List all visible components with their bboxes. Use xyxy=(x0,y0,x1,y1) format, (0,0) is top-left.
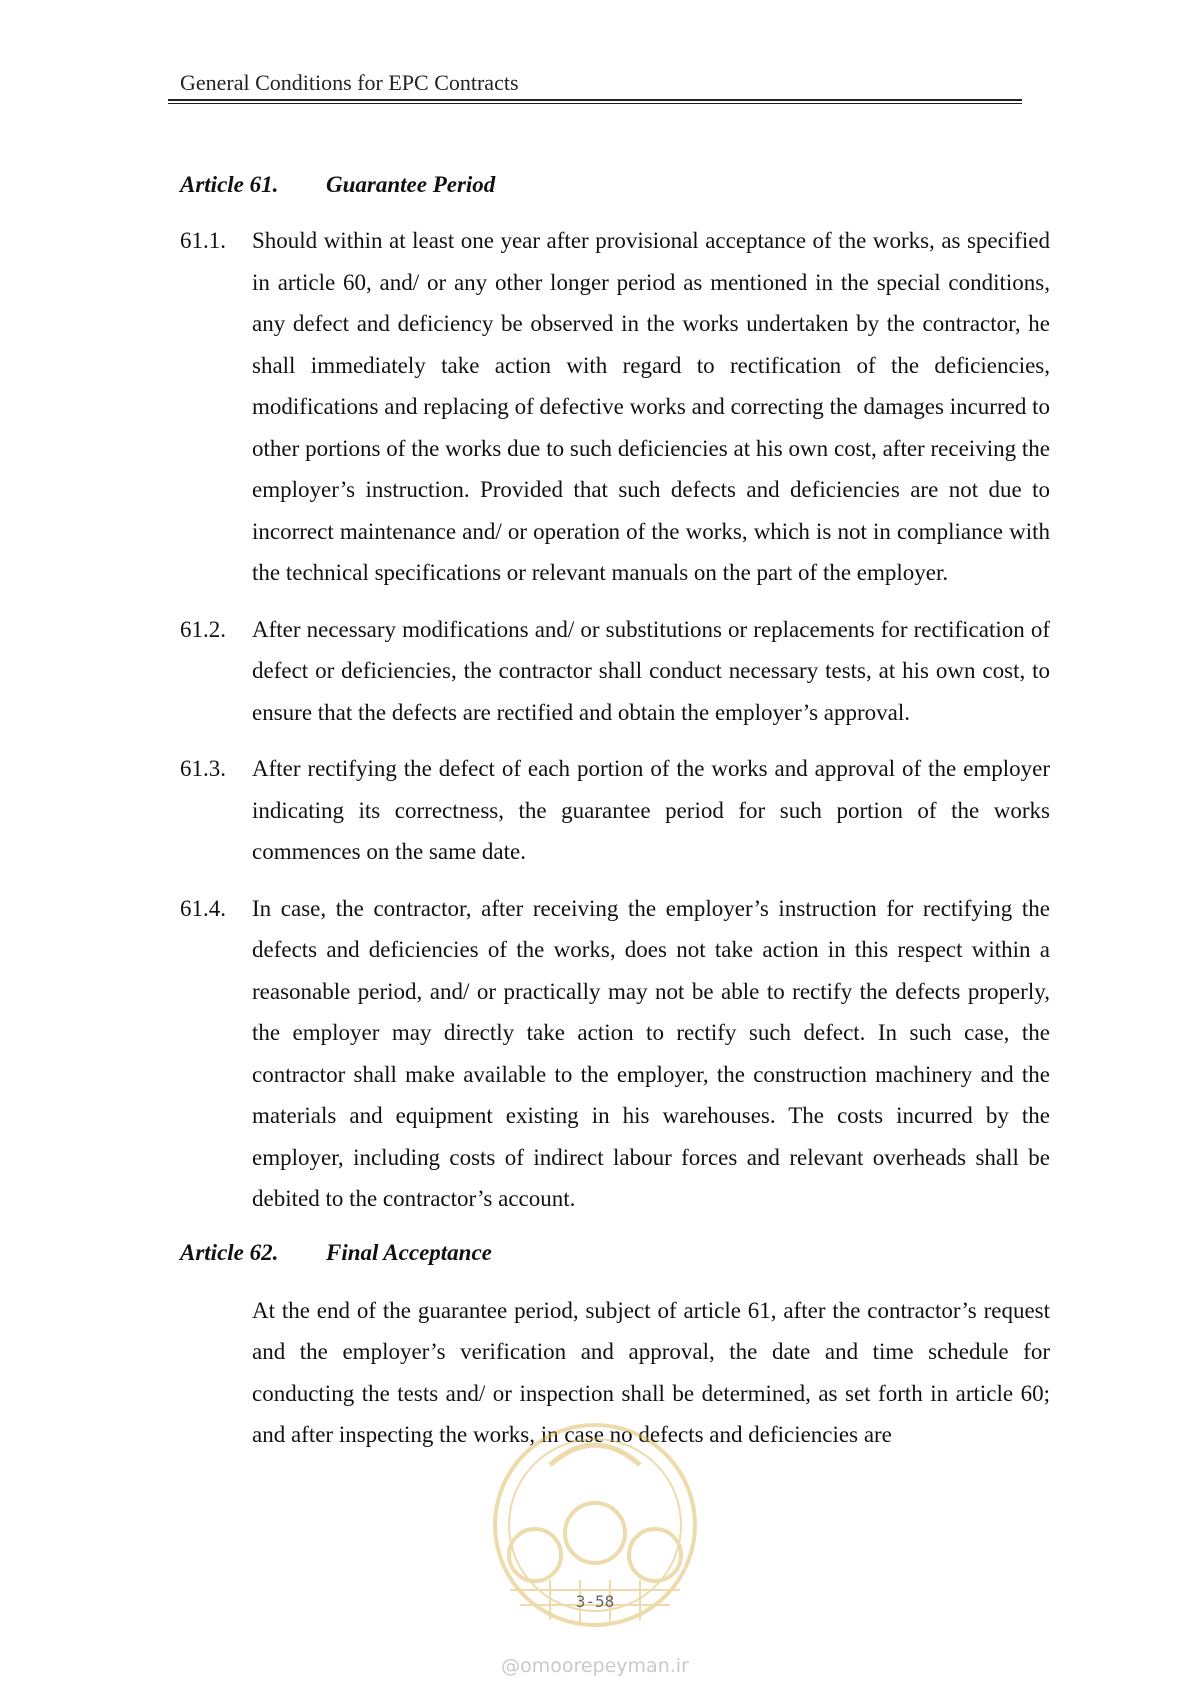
clause-number: 61.3. xyxy=(180,756,226,781)
paragraph-text: At the end of the guarantee period, subject of article 61, after the contractor’s request and the employer’s verification and approval, the date and time schedule for conducting the tests and/ or inspection shall be determined, as set forth in article 60; and after inspecting the works, in case no defects and deficiencies are xyxy=(252,1297,1050,1447)
article-number: Article 61. xyxy=(180,172,279,197)
watermark-text: @omoorepeyman.ir xyxy=(501,1655,689,1677)
clause-number: 61.2. xyxy=(180,616,226,642)
clause-61-2 xyxy=(180,609,1050,734)
header-rule-thin xyxy=(168,103,1022,104)
clause-text: In case, the contractor, after receiving the employer’s instruction for rectifying the defects and deficiencies of the works, does not take action in this respect within a reasonable period, and/ or practically may not be able to rectify the defects properly, the employer may directly take action to rectify such defect. In such case, the contractor shall make available to the employer, the construction machinery and the materials and equipment existing in his warehouses. The costs incurred by the employer, including costs of indirect labour forces and relevant overheads shall be debited to the contractor’s account. xyxy=(252,895,1050,1211)
header-rule xyxy=(168,99,1022,101)
article-number: Article 62. xyxy=(180,1239,279,1265)
document-title: General Conditions for EPC Contracts xyxy=(180,70,519,95)
article-62-heading xyxy=(180,1238,1050,1268)
article-61-heading xyxy=(180,170,1050,200)
article-title: Guarantee Period xyxy=(326,172,496,197)
clause-61-1 xyxy=(180,220,1050,594)
clause-number: 61.1. xyxy=(180,228,226,253)
clause-text: After necessary modifications and/ or substitutions or replacements for rectification of defect or deficiencies, the contractor shall conduct necessary tests, at his own cost, to ensure that the defects are rectified and obtain the employer’s approval. xyxy=(252,616,1050,725)
clause-61-4 xyxy=(180,888,1050,1220)
article-title: Final Acceptance xyxy=(326,1239,492,1265)
clause-61-3 xyxy=(180,748,1050,873)
page-number: 3-58 xyxy=(575,1592,615,1611)
page-body xyxy=(180,170,1050,1456)
clause-text: Should within at least one year after provisional acceptance of the works, as specified in article 60, and/ or any other longer period as mentioned in the special conditions, any defect and deficiency be observed in the works undertaken by the contractor, he shall immediately take action with regard to rectification of the deficiencies, modifications and replacing of defective works and correcting the damages incurred to other portions of the works due to such deficiencies at his own cost, after receiving the employer’s instruction. Provided that such defects and deficiencies are not due to incorrect maintenance and/ or operation of the works, which is not in compliance with the technical specifications or relevant manuals on the part of the employer. xyxy=(252,228,1050,585)
clause-text: After rectifying the defect of each portion of the works and approval of the employer indicating its correctness, the guarantee period for such portion of the works commences on the same date. xyxy=(252,756,1050,864)
clause-number: 61.4. xyxy=(180,895,226,921)
page-header xyxy=(168,70,1022,104)
